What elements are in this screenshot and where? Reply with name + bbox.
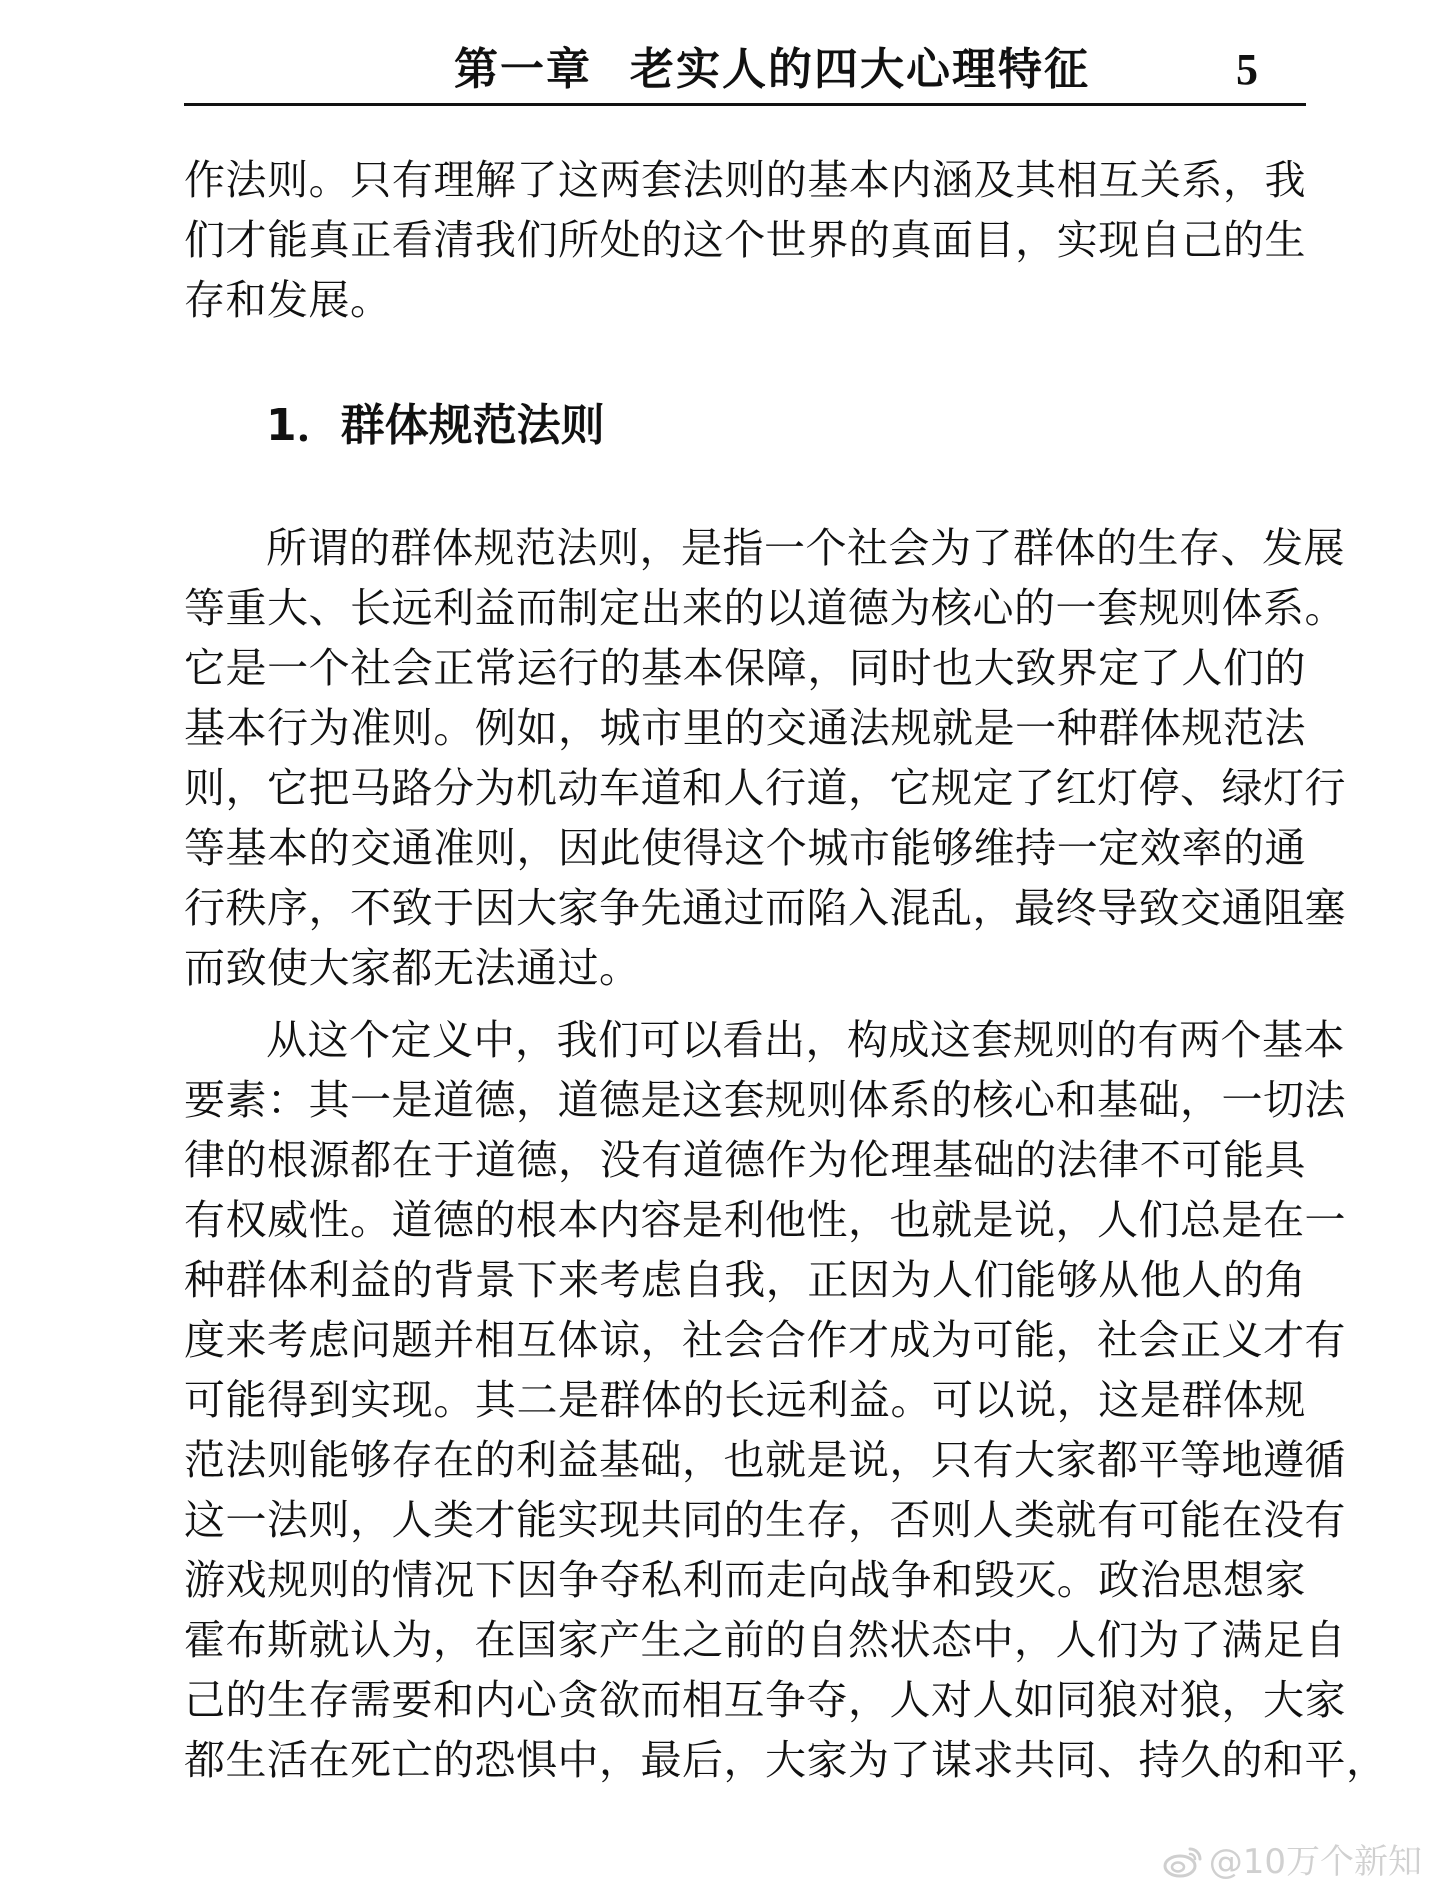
page-number: 5: [1236, 45, 1258, 94]
text-line: 们才能真正看清我们所处的这个世界的真面目，实现自己的生: [184, 216, 1306, 264]
text-line: 而致使大家都无法通过。: [184, 944, 641, 992]
text-line: 游戏规则的情况下因争夺私利而走向战争和毁灭。政治思想家: [184, 1556, 1306, 1604]
watermark: [1163, 1840, 1422, 1884]
text-line: 它是一个社会正常运行的基本保障，同时也大致界定了人们的: [184, 644, 1306, 692]
text-line: 律的根源都在于道德，没有道德作为伦理基础的法律不可能具: [184, 1136, 1306, 1184]
text-line: 种群体利益的背景下来考虑自我，正因为人们能够从他人的角: [184, 1256, 1306, 1304]
text-line: 范法则能够存在的利益基础，也就是说，只有大家都平等地遵循: [184, 1436, 1346, 1484]
text-line: 作法则。只有理解了这两套法则的基本内涵及其相互关系，我: [184, 156, 1306, 204]
text-line: 度来考虑问题并相互体谅，社会合作才成为可能，社会正义才有: [184, 1316, 1346, 1364]
paragraph-elements: [184, 1010, 1388, 1790]
text-line: 都生活在死亡的恐惧中，最后，大家为了谋求共同、持久的和平，: [184, 1736, 1388, 1784]
text-line: 行秩序，不致于因大家争先通过而陷入混乱，最终导致交通阻塞: [184, 884, 1346, 932]
paragraph-definition: [184, 518, 1346, 998]
chapter-number: 第一章: [454, 44, 592, 95]
weibo-logo-icon: [1163, 1845, 1203, 1879]
text-line: 己的生存需要和内心贪欲而相互争夺，人对人如同狼对狼，大家: [184, 1676, 1346, 1724]
running-head: [184, 40, 1306, 102]
header-rule: [184, 103, 1306, 106]
text-line: 等重大、长远利益而制定出来的以道德为核心的一套规则体系。: [184, 584, 1346, 632]
chapter-name: 老实人的四大心理特征: [630, 44, 1090, 95]
text-line: 可能得到实现。其二是群体的长远利益。可以说，这是群体规: [184, 1376, 1306, 1424]
text-line: 所谓的群体规范法则，是指一个社会为了群体的生存、发展: [266, 524, 1345, 572]
text-line: 则，它把马路分为机动车道和人行道，它规定了红灯停、绿灯行: [184, 764, 1346, 812]
text-line: 要素：其一是道德，道德是这套规则体系的核心和基础，一切法: [184, 1076, 1346, 1124]
section-heading: 1．群体规范法则: [266, 400, 605, 451]
chapter-title: [454, 40, 1090, 100]
watermark-text: @10万个新知: [1208, 1842, 1422, 1882]
paragraph-continued: [184, 150, 1306, 330]
text-line: 这一法则，人类才能实现共同的生存，否则人类就有可能在没有: [184, 1496, 1346, 1544]
text-line: 霍布斯就认为，在国家产生之前的自然状态中，人们为了满足自: [184, 1616, 1346, 1664]
text-line: 基本行为准则。例如，城市里的交通法规就是一种群体规范法: [184, 704, 1306, 752]
text-line: 等基本的交通准则，因此使得这个城市能够维持一定效率的通: [184, 824, 1306, 872]
text-line: 存和发展。: [184, 276, 392, 324]
text-line: 从这个定义中，我们可以看出，构成这套规则的有两个基本: [266, 1016, 1345, 1064]
text-line: 有权威性。道德的根本内容是利他性，也就是说，人们总是在一: [184, 1196, 1346, 1244]
